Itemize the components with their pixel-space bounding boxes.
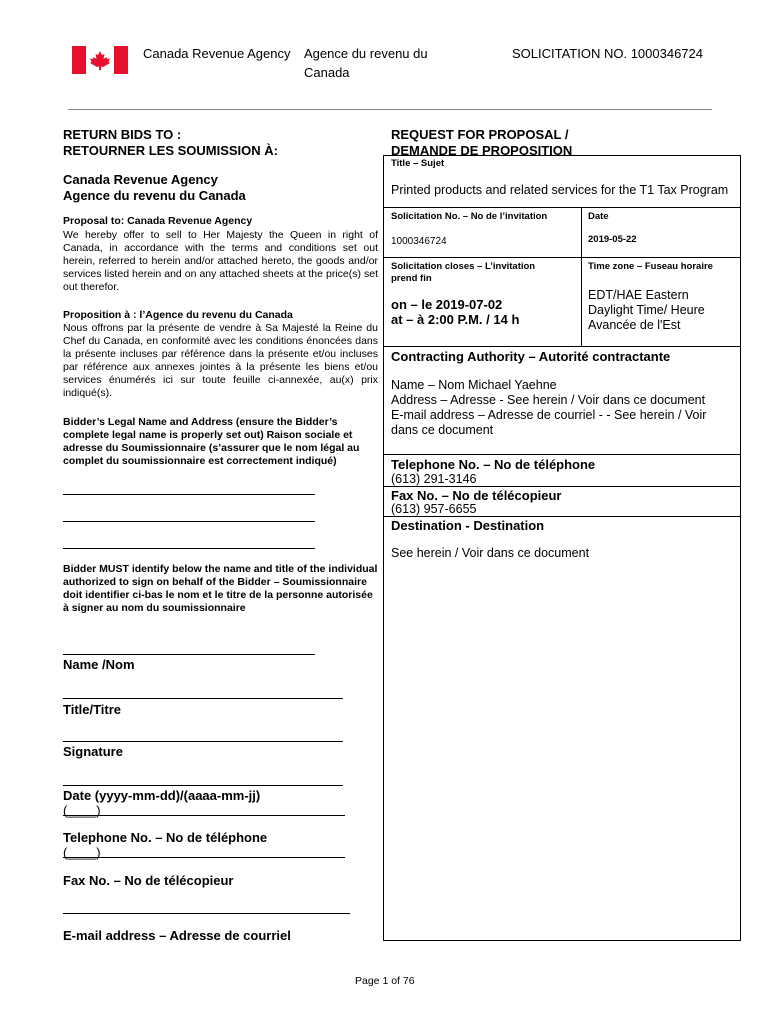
rfp-fax-label: Fax No. – No de télécopieur	[391, 488, 562, 503]
bidder-name-line-2[interactable]	[63, 521, 315, 522]
proposition-heading: Proposition à : l’Agence du revenu du Canada	[63, 309, 293, 321]
bidder-must-identify: Bidder MUST identify below the name and title of the individual authorized to sign on behalf of the Bidder – Soumissionnaire doit identifier ci-bas le nom et le titre de la personne autorisée à signer au nom du soumissionnaire	[63, 563, 378, 614]
divider-fax	[383, 516, 741, 517]
date-label: Date (yyyy-mm-dd)/(aaaa-mm-jj)	[63, 788, 261, 803]
contracting-authority-email-line1: E-mail address – Adresse de courriel - - See herein / Voir	[391, 408, 707, 422]
proposition-text: Nous offrons par la présente de vendre à Sa Majesté la Reine du Chef du Canada, en conformité avec les conditions énoncées dans la présente incluses par référence dans la présente et/ou incluses par référence aux annexes jointes à la présente les biens et/ou services énumérés ici sur toute feuille ci-annexée, au(x) prix indiqué(s).	[63, 322, 378, 399]
date-paren: (____)	[63, 803, 101, 818]
title-label: Title/Titre	[63, 702, 122, 717]
name-field-line[interactable]	[63, 698, 343, 699]
agency-name-en: Canada Revenue Agency	[143, 46, 291, 61]
destination-label: Destination - Destination	[391, 518, 545, 533]
closes-label-line2: prend fin	[391, 273, 432, 284]
agency-name-fr-line2: Canada	[304, 65, 350, 80]
timezone-value-line3: Avancée de l'Est	[588, 318, 681, 332]
divider-authority	[383, 454, 741, 455]
bidder-legal-name-instructions: Bidder’s Legal Name and Address (ensure the Bidder’s complete legal name is properly set out) Raison sociale et adresse du Soumissionnaire (s’assurer que le nom légal au complet du soumissionnaire est correctement indiqué)	[63, 416, 360, 467]
telephone-field-line[interactable]	[63, 857, 345, 858]
date-value-right: 2019-05-22	[588, 234, 637, 245]
return-agency-en: Canada Revenue Agency	[63, 172, 218, 187]
divider-telephone	[383, 486, 741, 487]
divider-vertical	[581, 207, 582, 347]
page-number: Page 1 of 76	[355, 975, 415, 987]
signatory-line[interactable]	[63, 654, 315, 655]
timezone-label: Time zone – Fuseau horaire	[588, 261, 713, 272]
rfp-telephone-label: Telephone No. – No de téléphone	[391, 457, 596, 472]
date-label-right: Date	[588, 211, 609, 222]
solicitation-no-label: Solicitation No. – No de l’invitation	[391, 211, 548, 222]
agency-name-fr-line1: Agence du revenu du	[304, 46, 428, 61]
fax-field-line[interactable]	[63, 913, 350, 914]
divider-title	[383, 207, 741, 208]
divider-solicitation	[383, 257, 741, 258]
fax-label: Fax No. – No de télécopieur	[63, 873, 234, 888]
bidder-name-line-1[interactable]	[63, 494, 315, 495]
return-bids-heading-en: RETURN BIDS TO :	[63, 127, 182, 142]
timezone-value-line1: EDT/HAE Eastern	[588, 288, 689, 302]
rfp-heading-fr: DEMANDE DE PROPOSITION	[391, 143, 573, 158]
solicitation-number-header: SOLICITATION NO. 1000346724	[512, 46, 703, 61]
title-field-line[interactable]	[63, 741, 343, 742]
contracting-authority-name: Name – Nom Michael Yaehne	[391, 378, 557, 392]
email-label: E-mail address – Adresse de courriel	[63, 928, 291, 943]
title-sujet-value: Printed products and related services for the T1 Tax Program	[391, 183, 729, 197]
solicitation-no-value: 1000346724	[391, 236, 447, 247]
proposal-heading: Proposal to: Canada Revenue Agency	[63, 215, 253, 227]
signature-label: Signature	[63, 744, 123, 759]
telephone-paren: (____)	[63, 845, 101, 860]
timezone-value-line2: Daylight Time/ Heure	[588, 303, 705, 317]
rfp-telephone-value: (613) 291-3146	[391, 472, 477, 486]
proposal-text: We hereby offer to sell to Her Majesty the Queen in right of Canada, in accordance with the terms and conditions set out herein, referred to herein and/or attached hereto, the goods and/or services listed herein and on any attached sheets at the price(s) set out therefor.	[63, 229, 378, 293]
contracting-authority-email-line2: dans ce document	[391, 423, 494, 437]
contracting-authority-address: Address – Adresse - See herein / Voir dans ce document	[391, 393, 706, 407]
telephone-label: Telephone No. – No de téléphone	[63, 830, 268, 845]
closes-date-value: on – le 2019-07-02	[391, 297, 503, 312]
return-agency-fr: Agence du revenu du Canada	[63, 188, 246, 203]
canada-flag-icon	[72, 46, 128, 74]
header-divider	[68, 109, 712, 110]
destination-value: See herein / Voir dans ce document	[391, 546, 590, 560]
contracting-authority-label: Contracting Authority – Autorité contractante	[391, 349, 671, 364]
closes-label-line1: Solicitation closes – L’invitation	[391, 261, 536, 272]
divider-closing	[383, 346, 741, 347]
return-bids-heading-fr: RETOURNER LES SOUMISSION À:	[63, 143, 279, 158]
rfp-heading-en: REQUEST FOR PROPOSAL /	[391, 127, 569, 142]
closes-time-value: at – à 2:00 P.M. / 14 h	[391, 312, 520, 327]
rfp-fax-value: (613) 957-6655	[391, 502, 477, 516]
date-field-line[interactable]	[63, 815, 345, 816]
title-sujet-label: Title – Sujet	[391, 158, 445, 169]
signature-field-line[interactable]	[63, 785, 343, 786]
name-label: Name /Nom	[63, 657, 135, 672]
bidder-name-line-3[interactable]	[63, 548, 315, 549]
